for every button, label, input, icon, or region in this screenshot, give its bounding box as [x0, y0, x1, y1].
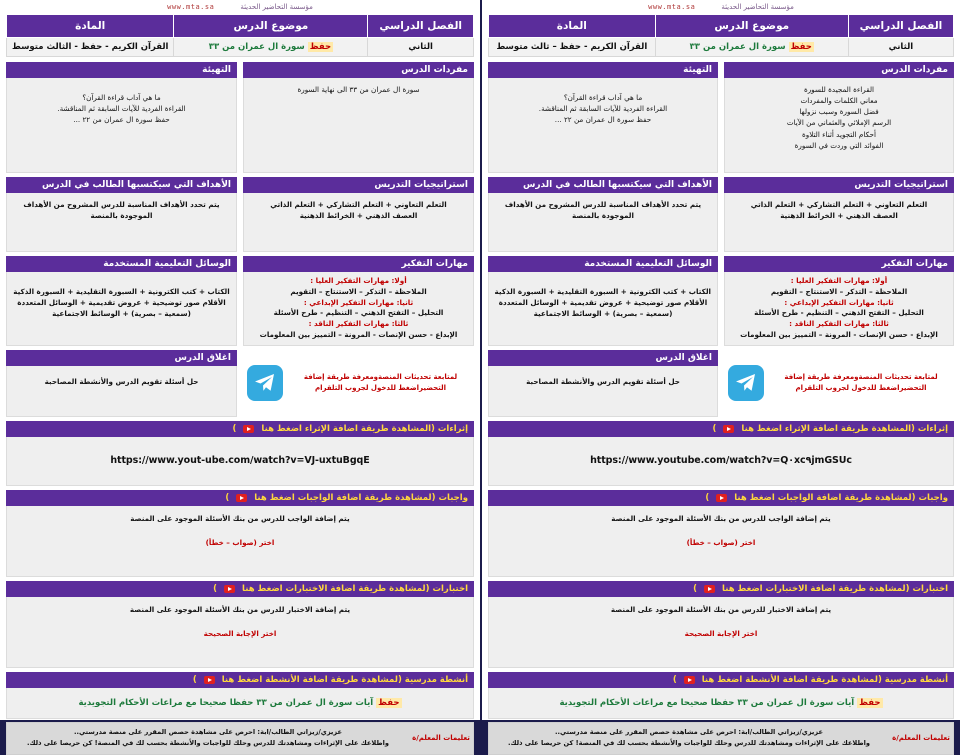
section-title-close: )	[672, 674, 677, 685]
text-line: العصف الذهني + الخرائط الذهنية	[780, 211, 898, 221]
activity-text: حفظ آيات سورة ال عمران من ٣٣ حفظا صحيحا مع مراعات الأحكام التجويدية	[559, 697, 881, 708]
thinking-group-head: ثالثا: مهارات التفكير الناقد :	[308, 319, 409, 329]
section-title: واجبات (لمشاهدة طريقة اضافة الواجبات اضغط هنا	[734, 492, 948, 503]
thinking-group-head: ثانيا: مهارات التفكير الإبداعي :	[784, 297, 894, 307]
text-line: معاني الكلمات والمفردات	[800, 96, 878, 106]
teacher-instructions-text	[489, 723, 889, 753]
activities-header[interactable]	[488, 672, 954, 688]
text-line: العصف الذهني + الخرائط الذهنية	[299, 211, 418, 221]
text-line: ما هي آداب قراءة القرآن؟	[563, 93, 643, 102]
brand-name: مؤسسة التحاضير الحديثة	[721, 3, 794, 11]
card-strategies	[724, 177, 954, 252]
homework-answer: اختر (صواب – خطأ)	[686, 538, 756, 548]
enrichment-header[interactable]	[488, 421, 954, 437]
closing-body: حل أسئلة تقويم الدرس والأنشطة المصاحبة	[6, 366, 237, 417]
brand-name: مؤسسة التحاضير الحديثة	[240, 3, 313, 11]
section-activities	[6, 672, 474, 719]
homework-body	[6, 506, 474, 577]
section-grid-top	[488, 62, 954, 417]
activities-body	[6, 688, 474, 719]
aids-title: الوسائل التعليمية المستخدمة	[488, 256, 718, 272]
homework-answer: اختر (صواب – خطأ)	[205, 538, 275, 548]
text-line: الأقلام صور توضيحية + عروض تقديمية + الوسائل المتعددة	[498, 298, 708, 308]
strategies-title: استراتيجيات التدريس	[724, 177, 954, 193]
promo-text	[772, 372, 950, 394]
thinking-group-body: الإبداع - حسن الإنصات - المرونة – التمييز بين المعلومات	[259, 329, 458, 339]
card-vocabulary	[243, 62, 474, 173]
activity-highlight: حفظ	[859, 697, 881, 708]
header-term-label: الفصل الدراسي	[848, 15, 953, 38]
page-left	[480, 0, 960, 748]
promo-line: لمتابعة تحديثات المنصة	[378, 373, 458, 382]
thinking-title: مهارات التفكير	[243, 256, 474, 272]
thinking-body	[724, 272, 954, 346]
topic-text: سورة ال عمران من ٣٣	[208, 42, 305, 52]
strategies-body	[243, 193, 474, 252]
youtube-icon[interactable]	[204, 676, 215, 684]
telegram-icon[interactable]	[247, 365, 283, 401]
closing-body: حل أسئلة تقويم الدرس والأنشطة المصاحبة	[488, 366, 718, 417]
promo-line: ومعرفة طريقة إضافة التحضير	[784, 373, 927, 393]
enrichment-header[interactable]	[6, 421, 474, 437]
brand-url[interactable]: www.mta.sa	[648, 3, 696, 11]
text-line: (سمعية – بصرية) + الوسائط الاجتماعية	[533, 309, 673, 319]
activity-text: حفظ آيات سورة ال عمران من ٣٣ حفظا صحيحا مع مراعات الأحكام التجويدية	[78, 697, 400, 708]
section-title-close: )	[693, 583, 698, 594]
header-term-label: الفصل الدراسي	[368, 15, 474, 38]
lesson-header-table	[6, 14, 474, 57]
activities-header[interactable]	[6, 672, 474, 688]
youtube-icon[interactable]	[243, 425, 254, 433]
section-tests	[488, 581, 954, 668]
promo-text	[291, 372, 470, 394]
telegram-promo[interactable]	[724, 350, 954, 417]
section-title: اختبارات (لمشاهدة طريقة اضافة الاختبارات اضغط هنا	[722, 583, 948, 594]
section-grid-top	[6, 62, 474, 417]
teacher-instructions	[6, 722, 474, 754]
youtube-icon[interactable]	[723, 425, 734, 433]
text-line: القراءة الفردية للآيات السابقة ثم المناقشة.	[57, 104, 186, 114]
term-value: الثاني	[848, 38, 953, 57]
brand-url[interactable]: www.mta.sa	[167, 3, 215, 11]
enrichment-body	[488, 437, 954, 486]
youtube-icon[interactable]	[716, 494, 727, 502]
strategies-title: استراتيجيات التدريس	[243, 177, 474, 193]
preparation-body	[488, 78, 718, 173]
objectives-body: يتم تحدد الأهداف المناسبة للدرس المشروح من الأهداف الموجودة بالمنصة	[488, 193, 718, 252]
tests-answer: اختر الإجابة الصحيحة	[684, 629, 758, 639]
text-line: حفظ سورة ال عمران من ٢٢ ...	[554, 115, 652, 125]
thinking-group-head: أولا: مهارات التفكير العليا :	[310, 276, 407, 285]
text-line: الكتاب + كتب الكترونية + السبورة التقليدية + السبورة الذكية	[13, 287, 230, 296]
teacher-instructions-text	[7, 723, 409, 753]
text-line: الكتاب + كتب الكترونية + السبورة التقليدية + السبورة الذكية	[494, 287, 711, 296]
section-title-close: )	[213, 583, 218, 594]
homework-note: يتم إضافة الواجب للدرس من بنك الأسئلة الموجود على المنصة	[611, 513, 831, 523]
youtube-icon[interactable]	[704, 585, 715, 593]
vocabulary-title: مفردات الدرس	[243, 62, 474, 78]
thinking-group-body: الملاحظة – التذكر – الاستنتاج – التقويم	[290, 286, 427, 296]
tests-note: يتم إضافة الاختبار للدرس من بنك الأسئلة الموجود على المنصة	[129, 604, 351, 614]
youtube-icon[interactable]	[236, 494, 247, 502]
text-line: الأقلام صور توضيحية + عروض تقديمية + الوسائل المتعددة	[17, 298, 226, 308]
section-title-close: )	[705, 492, 710, 503]
objectives-body: يتم تحدد الأهداف المناسبة للدرس المشروح من الأهداف الموجودة بالمنصة	[6, 193, 237, 252]
section-homework	[488, 490, 954, 577]
section-title: إثراءات (المشاهدة طريقة اضافة الإثراء اضغط هنا	[741, 423, 948, 434]
subject-value: القرآن الكريم - حفظ - الثالث متوسط	[7, 38, 174, 57]
promo-line: لمتابعة تحديثات المنصة	[858, 373, 938, 382]
page-right	[0, 0, 480, 748]
card-preparation	[488, 62, 718, 173]
card-vocabulary	[724, 62, 954, 173]
card-closing	[6, 350, 237, 417]
card-teaching-aids	[488, 256, 718, 346]
instruction-line: واطلاعك على الإثراءات ومشاهدتك للدرس وحلك للواجبات والأنشطة بحسب لك في المنصة! كن حريصا على ذلك.	[508, 739, 870, 748]
promo-line: اضغط للدخول لجروب التلقرام	[795, 384, 900, 393]
objectives-title: الأهداف التي سيكتسبها الطالب في الدرس	[6, 177, 237, 193]
closing-title: اغلاق الدرس	[6, 350, 237, 366]
topic-value	[174, 38, 368, 57]
tests-header[interactable]	[6, 581, 474, 597]
text-line: القراءة المجيدة للسورة	[803, 85, 875, 94]
tests-body	[488, 597, 954, 668]
text-line: التعلم التعاوني + التعلم التشاركي + التعلم الذاتي	[270, 200, 447, 209]
thinking-group-body: التحليل – التفتح الذهني – التنظيم - طرح الأسئلة	[754, 308, 924, 318]
text-line: حفظ سورة ال عمران من ٢٢ ...	[73, 115, 170, 125]
topic-text: سورة ال عمران من ٣٣	[689, 42, 786, 52]
section-tests	[6, 581, 474, 668]
teacher-instructions-label: تعليمات المعلم/ة	[892, 734, 950, 743]
text-line: فضل السورة وسبب نزولها	[799, 107, 879, 117]
section-title: اختبارات (لمشاهدة طريقة اضافة الاختبارات اضغط هنا	[242, 583, 468, 594]
tests-answer: اختر الإجابة الصحيحة	[203, 629, 277, 639]
text-line: القراءة الفردية للآيات السابقة ثم المناقشة.	[538, 104, 668, 114]
section-title-close: )	[712, 423, 717, 434]
homework-note: يتم إضافة الواجب للدرس من بنك الأسئلة الموجود على المنصة	[130, 513, 350, 523]
telegram-icon[interactable]	[728, 365, 764, 401]
text-line: التعلم التعاوني + التعلم التشاركي + التعلم الذاتي	[750, 200, 928, 209]
aids-body	[6, 272, 237, 346]
thinking-title: مهارات التفكير	[724, 256, 954, 272]
teacher-instructions-label: تعليمات المعلم/ة	[412, 734, 470, 743]
text-line: الفوائد التي وردت في السورة	[794, 140, 884, 150]
brand-bar	[6, 0, 474, 14]
activity-highlight: حفظ	[378, 697, 400, 708]
youtube-icon[interactable]	[224, 585, 235, 593]
homework-header[interactable]	[488, 490, 954, 506]
enrichment-url[interactable]: https://www.yout-ube.com/watch?v=VJ-uxtuBgqE	[110, 454, 370, 466]
instruction-line: عزيزي/زيزاتي الطالب/ابة: احرص على مشاهدة حصص المقرر على منصة مدرستي..	[73, 728, 343, 737]
text-line: سورة ال عمران من ٣٣ الى نهاية السورة	[297, 85, 420, 94]
preparation-title: التهيئة	[6, 62, 237, 78]
brand-bar	[488, 0, 954, 14]
lesson-header-table	[488, 14, 954, 57]
topic-value	[655, 38, 848, 57]
instruction-line: واطلاعك على الإثراءات ومشاهدتك للدرس وحلك للواجبات والأنشطة بحسب لك في المنصة! كن حريصا على ذلك.	[27, 739, 389, 748]
header-subject-label: المادة	[7, 15, 174, 38]
aids-body	[488, 272, 718, 346]
closing-title: اغلاق الدرس	[488, 350, 718, 366]
promo-line: اضغط للدخول لجروب التلقرام	[314, 384, 419, 393]
enrichment-body	[6, 437, 474, 486]
tests-note: يتم إضافة الاختبار للدرس من بنك الأسئلة الموجود على المنصة	[610, 604, 832, 614]
term-value: الثاني	[368, 38, 474, 57]
text-line: الرسم الإملائي والعثماني من الآيات	[786, 118, 892, 128]
section-title: أنشطة مدرسية (لمشاهدة طريقة اضافة الأنشطة اضغط هنا	[701, 674, 948, 685]
text-line: أحكام التجويد أثناء التلاوة	[801, 129, 876, 139]
section-title-close: )	[232, 423, 237, 434]
header-topic-label: موضوع الدرس	[174, 15, 368, 38]
section-title-close: )	[225, 492, 230, 503]
card-teaching-aids	[6, 256, 237, 346]
thinking-group-head: ثالثا: مهارات التفكير الناقد :	[789, 319, 889, 329]
section-title: واجبات (لمشاهدة طريقة اضافة الواجبات اضغط هنا	[254, 492, 468, 503]
card-thinking-skills	[724, 256, 954, 346]
text-line: (سمعية – بصرية) + الوسائط الاجتماعية	[52, 309, 191, 319]
thinking-group-head: ثانيا: مهارات التفكير الإبداعي :	[303, 297, 414, 307]
thinking-group-body: التحليل – التفتح الذهني – التنظيم - طرح الأسئلة	[273, 308, 444, 318]
header-topic-label: موضوع الدرس	[655, 15, 848, 38]
section-title: أنشطة مدرسية (لمشاهدة طريقة اضافة الأنشطة اضغط هنا	[221, 674, 468, 685]
card-thinking-skills	[243, 256, 474, 346]
preparation-body	[6, 78, 237, 173]
thinking-group-head: أولا: مهارات التفكير العليا :	[790, 276, 888, 285]
preparation-title: التهيئة	[488, 62, 718, 78]
vocabulary-body	[243, 78, 474, 173]
card-objectives	[488, 177, 718, 252]
strategies-body	[724, 193, 954, 252]
aids-title: الوسائل التعليمية المستخدمة	[6, 256, 237, 272]
card-closing	[488, 350, 718, 417]
vocabulary-body	[724, 78, 954, 173]
thinking-group-body: الملاحظة – التذكر – الاستنتاج – التقويم	[770, 286, 908, 296]
section-enrichment	[488, 421, 954, 486]
vocabulary-title: مفردات الدرس	[724, 62, 954, 78]
promo-line: ومعرفة طريقة إضافة التحضير	[303, 373, 447, 393]
thinking-group-body: الإبداع - حسن الإنصات - المرونة – التمييز بين المعلومات	[740, 329, 938, 339]
card-objectives	[6, 177, 237, 252]
enrichment-url[interactable]: https://www.youtube.com/watch?v=Q٠xc٩jmGSUc	[590, 454, 852, 466]
teacher-instructions	[488, 722, 954, 754]
tests-body	[6, 597, 474, 668]
thinking-body	[243, 272, 474, 346]
topic-highlight: حفظ	[790, 42, 812, 52]
subject-value: القرآن الكريم - حفظ – ثالث متوسط	[489, 38, 656, 57]
tests-header[interactable]	[488, 581, 954, 597]
card-strategies	[243, 177, 474, 252]
section-title-close: )	[192, 674, 197, 685]
card-preparation	[6, 62, 237, 173]
youtube-icon[interactable]	[684, 676, 695, 684]
section-title: إثراءات (المشاهدة طريقة اضافة الإثراء اضغط هنا	[261, 423, 468, 434]
text-line: ما هي آداب قراءة القرآن؟	[82, 93, 161, 102]
section-activities	[488, 672, 954, 719]
header-subject-label: المادة	[489, 15, 656, 38]
activities-body	[488, 688, 954, 719]
instruction-line: عزيزي/زيزاتي الطالب/ابة: احرص على مشاهدة حصص المقرر على منصة مدرستي..	[554, 728, 824, 737]
homework-header[interactable]	[6, 490, 474, 506]
telegram-promo[interactable]	[243, 350, 474, 417]
homework-body	[488, 506, 954, 577]
objectives-title: الأهداف التي سيكتسبها الطالب في الدرس	[488, 177, 718, 193]
section-enrichment	[6, 421, 474, 486]
section-homework	[6, 490, 474, 577]
topic-highlight: حفظ	[309, 42, 332, 52]
